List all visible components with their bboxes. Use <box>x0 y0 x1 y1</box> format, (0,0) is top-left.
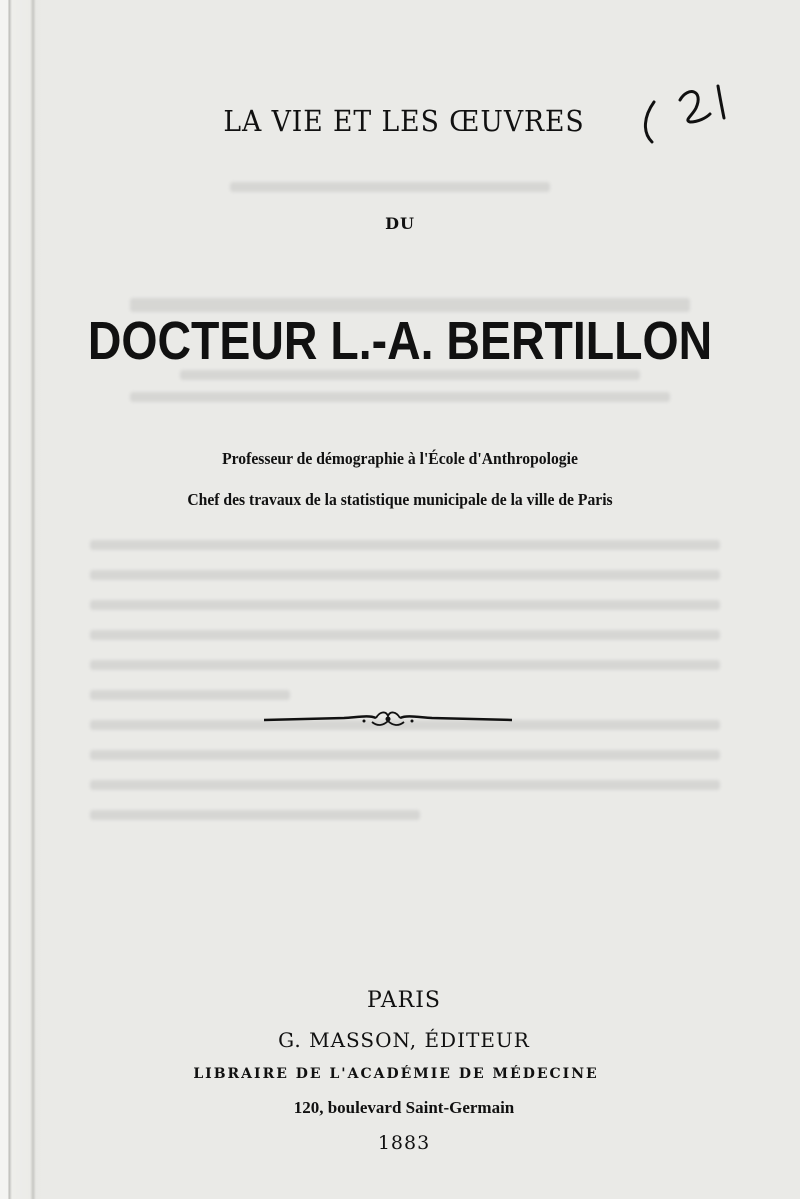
binding-edge <box>0 0 42 1199</box>
title-line: LA VIE ET LES ŒUVRES <box>223 104 585 138</box>
ornament-rule <box>264 709 512 731</box>
imprint-year: 1883 <box>377 1132 431 1154</box>
imprint-library: LIBRAIRE DE L'ACADÉMIE DE MÉDECINE <box>193 1066 599 1082</box>
imprint-publisher: G. MASSON, ÉDITEUR <box>278 1028 530 1052</box>
du-text: DU <box>385 214 415 233</box>
imprint-address: 120, boulevard Saint-Germain <box>293 1098 515 1117</box>
imprint-city: PARIS <box>367 988 441 1013</box>
subtitle-professor: Professeur de démographie à l'École d'Anthropologie <box>222 449 578 468</box>
bleed-through-texture <box>90 160 730 880</box>
main-title: DOCTEUR L.-A. BERTILLON <box>87 311 713 371</box>
subtitle-chef: Chef des travaux de la statistique municipale de la ville de Paris <box>187 490 613 509</box>
